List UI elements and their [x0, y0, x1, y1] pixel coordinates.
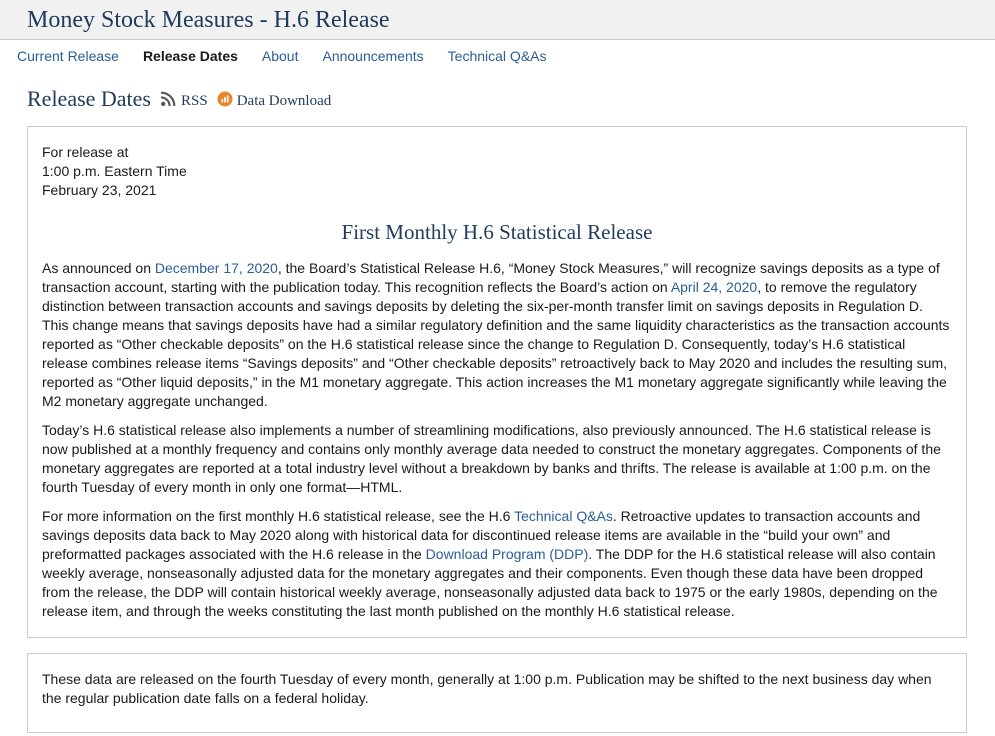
link-april-24-2020[interactable]: April 24, 2020: [670, 279, 758, 295]
release-time: [42, 143, 952, 200]
main-nav: [0, 40, 995, 72]
paragraph-3: [42, 507, 952, 621]
release-date: February 23, 2021: [42, 182, 157, 198]
paragraph-1: [42, 259, 952, 411]
data-download-icon: [217, 91, 237, 112]
schedule-box: [27, 653, 967, 733]
paragraph-3-text-c: . The DDP for the H.6 statistical release will also contain weekly average, nonseasonally adjusted data for the monetary aggregates and their components. Even though these data have been dropped from the release, the DDP will contain historical weekly average, nonseasonally adjusted data back to 1975 or the early 1980s, depending on the release item, and through the weeks constituting the last month published on the monthly H.6 statistical release.: [42, 546, 938, 619]
paragraph-1-text-b: , the Board’s Statistical Release H.6, “Money Stock Measures,” will recognize savings deposits as a type of transaction account, starting with the publication today. This recognition reflects the Board’s action on: [42, 260, 940, 295]
data-download-link[interactable]: [217, 91, 332, 112]
nav-technical-qas[interactable]: Technical Q&As: [447, 48, 547, 64]
nav-current-release[interactable]: Current Release: [17, 48, 119, 64]
nav-release-dates[interactable]: Release Dates: [142, 48, 238, 64]
page-heading: [27, 86, 331, 112]
release-title: First Monthly H.6 Statistical Release: [341, 220, 653, 244]
rss-label: RSS: [181, 92, 208, 109]
schedule-text: These data are released on the fourth Tuesday of every month, generally at 1:00 p.m. Publication may be shifted to the next business day when the regular publication date falls on a federal holiday.: [42, 671, 932, 706]
page-title: Release Dates: [27, 86, 151, 111]
release-notice-box: [27, 126, 967, 638]
paragraph-2: Today’s H.6 statistical release also implements a number of streamlining modifications, also previously announced. The H.6 statistical release is now published at a monthly frequency and contains only monthly average data needed to construct the monetary aggregates. Components of the monetary aggregates are reported at a total industry level without a breakdown by banks and thrifts. The release is available at 1:00 p.m. on the fourth Tuesday of every month in only one format—HTML.: [42, 422, 941, 495]
paragraph-3-text-a: For more information on the first monthly H.6 statistical release, see the H.6: [42, 508, 515, 524]
rss-icon: [160, 90, 181, 112]
paragraph-1-text-c: , to remove the regulatory distinction between transaction accounts and savings deposits by deleting the six-per-month transfer limit on savings deposits in Regulation D. This change means that savings deposits have had a similar regulatory definition and the same liquidity characteristics as the transaction accounts reported as “Other checkable deposits” on the H.6 statistical release since the change to Regulation D. Consequently, today’s H.6 statistical release combines release items “Savings deposits” and “Other checkable deposits” retroactively back to May 2020 and includes the resulting sum, reported as “Other liquid deposits,” in the M1 monetary aggregate. This action increases the M1 monetary aggregate significantly while leaving the M2 monetary aggregate unchanged.: [42, 279, 950, 409]
site-title: Money Stock Measures - H.6 Release: [27, 7, 390, 33]
link-technical-qas[interactable]: Technical Q&As: [514, 508, 613, 524]
site-header: [0, 0, 995, 40]
nav-about[interactable]: About: [261, 48, 299, 64]
release-time-line2: 1:00 p.m. Eastern Time: [42, 163, 187, 179]
rss-link[interactable]: [160, 90, 208, 112]
paragraph-1-text-a: As announced on: [42, 260, 155, 276]
link-download-program[interactable]: Download Program (DDP): [425, 546, 589, 562]
paragraph-3-text-b: . Retroactive updates to transaction accounts and savings deposits data back to May 2020 along with historical data for discontinued release items are available in the “build your own” and preformatted packages associated with the H.6 release in the: [42, 508, 921, 562]
link-december-17-2020[interactable]: December 17, 2020: [154, 260, 278, 276]
release-time-line1: For release at: [42, 144, 129, 160]
nav-announcements[interactable]: Announcements: [322, 48, 424, 64]
data-download-label: Data Download: [236, 92, 332, 109]
